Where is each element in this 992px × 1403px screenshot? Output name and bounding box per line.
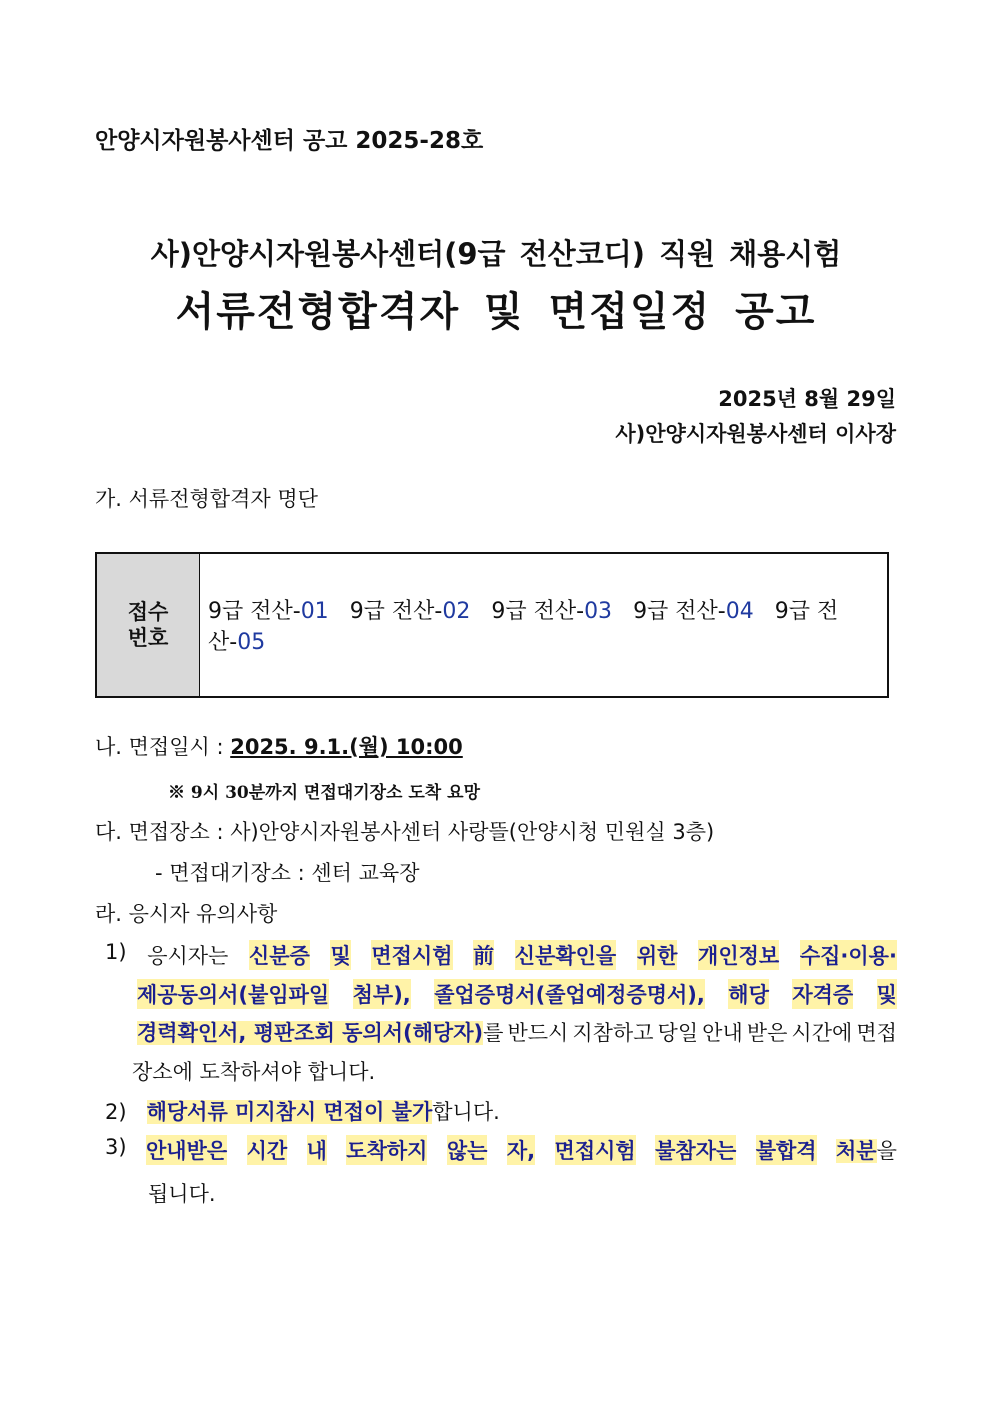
item-lead-text: 응시자는: [147, 944, 229, 968]
table-header-cell: [96, 553, 200, 697]
highlight-word: 시간: [247, 1135, 288, 1165]
waiting-room: - 면접대기장소 : 센터 교육장: [155, 861, 420, 885]
highlight-group: [836, 1135, 897, 1165]
notice-item-1-line-3: [137, 1017, 897, 1047]
item-number: 2): [105, 1100, 127, 1124]
document-title: 서류전형합격자 및 면접일정 공고: [175, 289, 817, 335]
highlight-word: 해당: [728, 979, 769, 1009]
table-header-line2: 번호: [127, 626, 169, 650]
highlight-word: 않는: [447, 1135, 488, 1165]
notice-item-3-line-2: 됩니다.: [148, 1182, 216, 1206]
section-ra-heading: 라. 응시자 유의사항: [95, 902, 278, 926]
applicant-list-cell: [200, 553, 889, 697]
highlight-word: 내: [307, 1135, 327, 1165]
highlight-word: 면접시험: [555, 1135, 636, 1165]
applicant-number: 9급 전산-02: [349, 599, 471, 624]
applicant-number: 9급 전산-01: [208, 599, 329, 624]
interview-date-label: 나. 면접일시 :: [95, 735, 231, 759]
item-number: 3): [105, 1135, 127, 1159]
notice-item-2: [105, 1096, 500, 1126]
section-da-heading: 다. 면접장소 : 사)안양시자원봉사센터 사랑뜰(안양시청 민원실 3층): [95, 820, 715, 844]
highlight-word: 前: [473, 940, 494, 970]
highlight-word: 및: [877, 979, 897, 1009]
highlight-word: 졸업증명서(졸업예정증명서),: [434, 979, 705, 1009]
highlight-group: [137, 1017, 503, 1047]
highlight-word: 자격증: [792, 979, 853, 1009]
body-text: 합니다.: [432, 1100, 500, 1124]
applicant-number: 9급 전산-04: [633, 599, 754, 624]
highlight-word: 신분증: [249, 940, 310, 970]
body-word: 당일: [657, 1021, 699, 1045]
highlight-word: 및: [330, 940, 350, 970]
body-word: 안내: [702, 1021, 743, 1045]
highlight-word: 개인정보: [698, 940, 779, 970]
body-word: 반드시: [507, 1021, 569, 1045]
highlight-text: 경력확인서, 평판조회 동의서(해당자): [137, 1021, 484, 1045]
highlight-word: 불합격: [756, 1135, 817, 1165]
body-word: 면접: [856, 1021, 897, 1045]
highlight-text: 해당서류 미지참시 면접이 불가: [146, 1100, 433, 1124]
highlight-word: 자,: [507, 1135, 535, 1165]
notice-item-1-line-4: 장소에 도착하셔야 합니다.: [132, 1060, 376, 1084]
highlight-word: 안내받은: [146, 1135, 227, 1165]
notice-item-1-line-1: [105, 940, 897, 970]
interview-datetime: 2025. 9.1.(월) 10:00: [230, 735, 463, 759]
highlight-word: 도착하지: [346, 1135, 427, 1165]
body-word: 받은: [746, 1021, 788, 1045]
notice-item-3-line-1: [105, 1135, 897, 1165]
item-number: 1): [105, 940, 127, 964]
highlight-word: 위한: [637, 940, 678, 970]
arrival-note: ※ 9시 30분까지 면접대기장소 도착 요망: [168, 783, 480, 803]
body-word: 을: [876, 1139, 897, 1163]
highlight-word: 처분: [835, 1139, 877, 1163]
highlight-word: 첨부),: [353, 979, 411, 1009]
body-word: 지참하고: [572, 1021, 654, 1045]
highlight-word: 불참자는: [655, 1135, 736, 1165]
notice-number: 안양시자원봉사센터 공고 2025-28호: [95, 128, 484, 154]
applicant-number: 9급 전산-03: [491, 599, 613, 624]
section-ga-heading: 가. 서류전형합격자 명단: [95, 487, 318, 511]
highlight-word: 수집·이용·: [800, 940, 897, 970]
issuer: 사)안양시자원봉사센터 이사장: [615, 422, 896, 446]
highlight-word: 신분확인을: [515, 940, 616, 970]
table-header-line1: 접수: [127, 600, 169, 624]
applicant-number: 9급 전산-05: [208, 599, 839, 655]
section-na-heading: [95, 731, 463, 761]
body-word: 시간에: [791, 1021, 853, 1045]
body-word: 를: [483, 1021, 504, 1045]
applicant-table: [95, 552, 889, 698]
highlight-word: 제공동의서(붙임파일: [137, 979, 329, 1009]
document-subtitle: 사)안양시자원봉사센터(9급 전산코디) 직원 채용시험: [150, 237, 842, 271]
notice-item-1-line-2: [137, 979, 897, 1009]
highlight-word: 면접시험: [371, 940, 452, 970]
issue-date: 2025년 8월 29일: [718, 387, 896, 411]
